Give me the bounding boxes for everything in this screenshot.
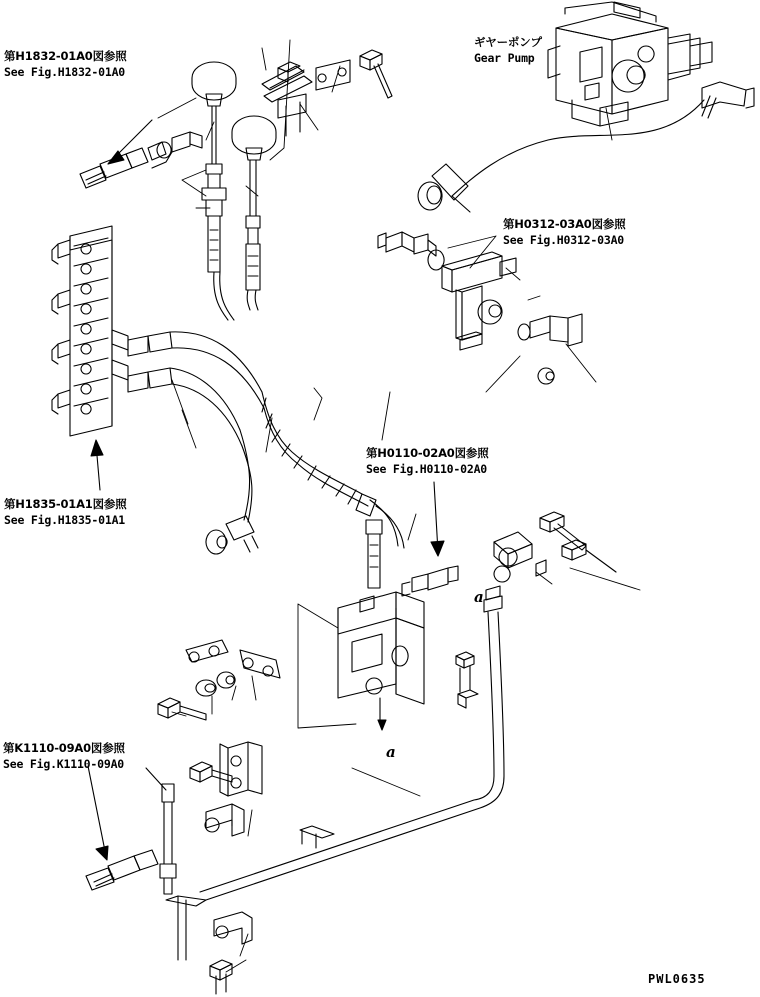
top-bracket-parts (262, 60, 350, 136)
item-mark-a-lower: a (386, 743, 396, 761)
callout-h1835-en: See Fig.H1835-01A1 (4, 513, 126, 527)
filter-outlet-elbow (518, 314, 582, 384)
arrow-h1832 (108, 120, 152, 164)
pump-outlet-hose (702, 82, 754, 118)
bolt-left-a (158, 698, 206, 720)
upper-hoses (214, 272, 258, 320)
twin-tubes (166, 586, 504, 960)
callout-h0312-jp: 第H0312-03A0図参照 (503, 217, 626, 231)
grease-manifold (52, 226, 128, 436)
callout-gearpump-jp: ギヤーポンプ (474, 35, 542, 49)
valve-left-fittings (402, 566, 458, 596)
arrow-h1835 (91, 440, 103, 490)
callout-h1835-jp: 第H1835-01A1図参照 (4, 497, 127, 511)
valve-feed-hose (366, 520, 382, 588)
callout-k1110-jp: 第K1110-09A0図参照 (3, 741, 125, 755)
arrow-k1110 (88, 766, 108, 860)
callout-h0312-en: See Fig.H0312-03A0 (503, 233, 625, 247)
tube-clamp (205, 804, 244, 836)
callout-k1110-en: See Fig.K1110-09A0 (3, 757, 125, 771)
bracket-plate-a (186, 640, 228, 662)
right-flange-assembly (494, 512, 616, 582)
bracket-plate-b (240, 650, 280, 678)
callout-h0110-jp: 第H0110-02A0図参照 (366, 446, 489, 460)
pump-hose-route (452, 100, 704, 196)
reservoir-lower (232, 116, 276, 290)
callout-h0110-en: See Fig.H0110-02A0 (366, 462, 488, 476)
callout-gearpump-en: Gear Pump (474, 51, 535, 65)
lower-left-hoses (86, 784, 176, 894)
arrow-k1110-b (146, 768, 166, 790)
left-elbow-fitting (152, 132, 202, 168)
washer-group (196, 672, 235, 696)
gear-pump-assembly (548, 2, 712, 126)
bolt-bottom (210, 960, 232, 994)
angle-bracket (220, 742, 262, 796)
control-valve-block (338, 592, 424, 730)
bolt-top-a (360, 50, 392, 98)
bolt-left-b (190, 762, 232, 782)
reservoir-upper (192, 62, 236, 272)
arrow-h0110 (431, 482, 444, 556)
filter-inlet-elbow (378, 232, 444, 270)
tube-fastener-group (456, 652, 478, 708)
suction-hose-flange (418, 164, 470, 212)
item-mark-a-upper: a (474, 588, 484, 606)
sheet-number: PWL0635 (648, 972, 706, 986)
callout-h1832-jp: 第H1832-01A0図参照 (4, 49, 127, 63)
callout-h1832-en: See Fig.H1832-01A0 (4, 65, 126, 79)
hose-to-valve (206, 430, 258, 554)
manifold-hoses (128, 332, 264, 446)
filter-assembly (442, 252, 516, 350)
